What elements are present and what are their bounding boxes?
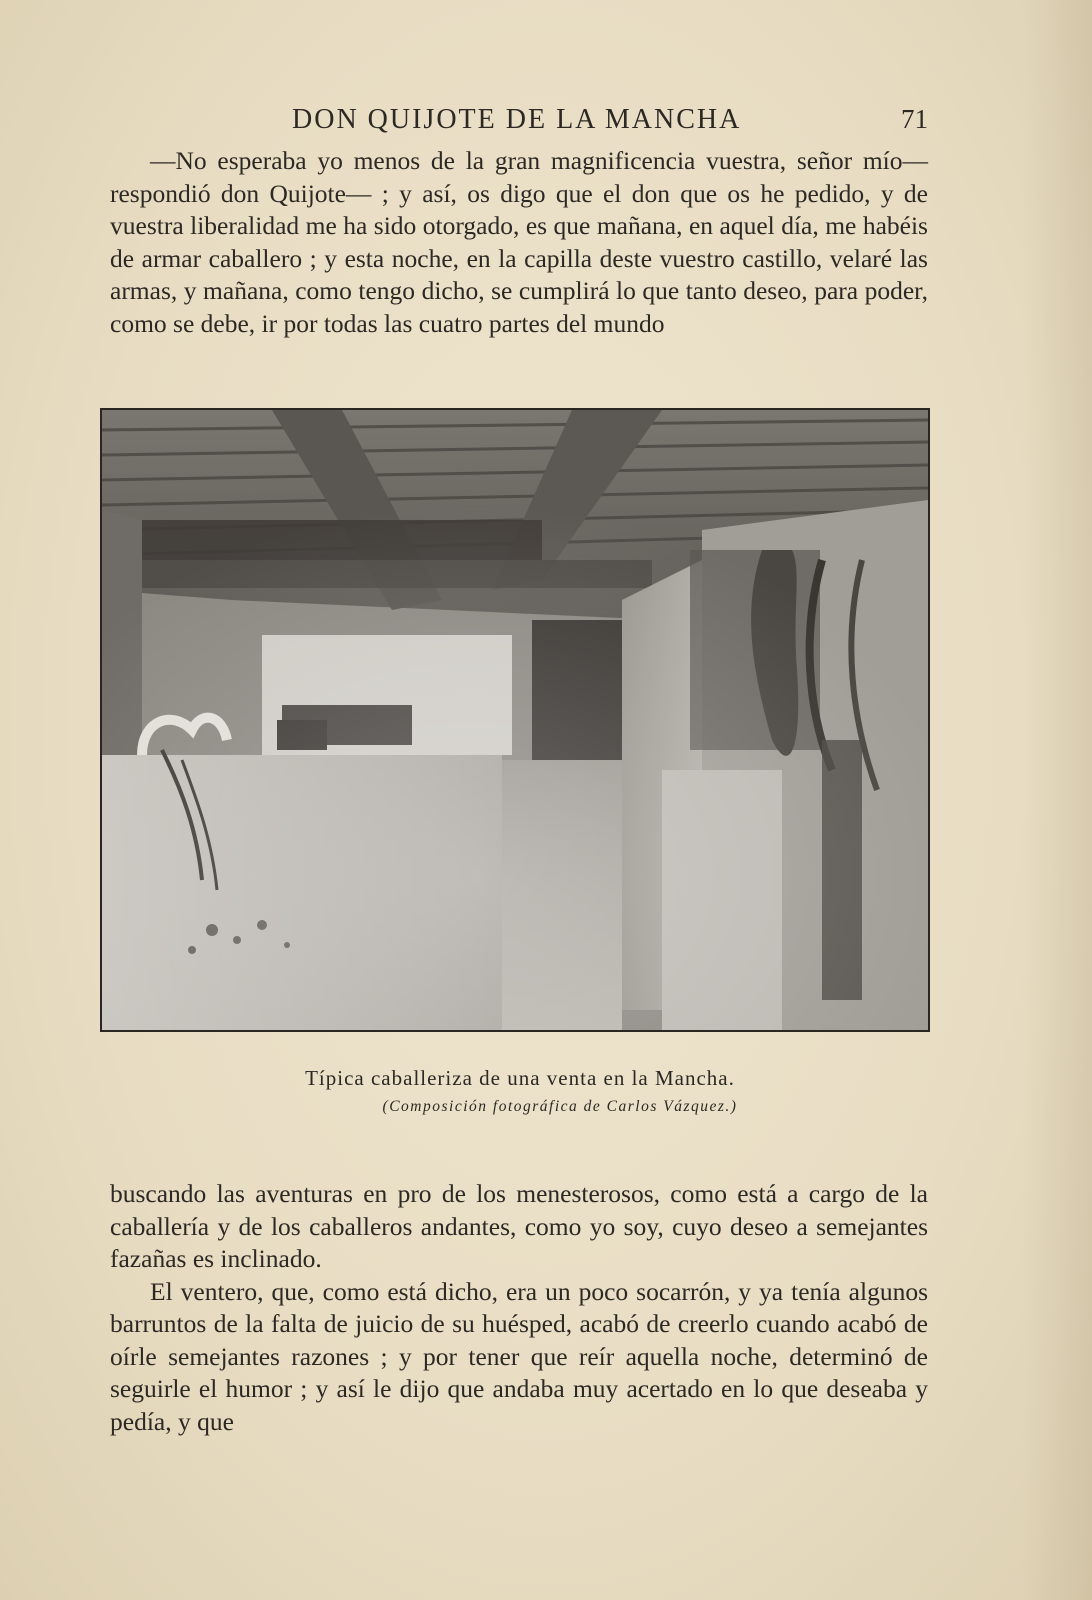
- paragraph-continuation: buscando las aventuras en pro de los menesterosos, como está a cargo de la caballería y de los caballeros andantes, como yo soy, cuyo deseo a semejantes fazañas es inclinado.: [110, 1179, 928, 1273]
- page-number: 71: [901, 104, 928, 134]
- text-top: [110, 145, 928, 340]
- text-bottom: [110, 1178, 928, 1438]
- paragraph-dialogue: —No esperaba yo menos de la gran magnificencia vuestra, señor mío—respondió don Quijote— ; y así, os digo que el don que os he pedido, y de vuestra liberalidad me ha sido otorgado, es que mañana, en aquel día, me habéis de armar caballero ; y esta noche, en la capilla deste vuestro castillo, velaré las armas, y mañana, como tengo dicho, se cumplirá lo que tanto deseo, para poder, como se debe, ir por todas las cuatro partes del mundo: [110, 146, 928, 338]
- stable-photograph-image: [102, 410, 928, 1030]
- page-edge-shadow: [1022, 0, 1092, 1600]
- running-head: [112, 104, 928, 140]
- figure-credit: (Composición fotográfica de Carlos Vázquez.): [382, 1098, 738, 1115]
- figure-caption: Típica caballeriza de una venta en la Mancha.: [305, 1066, 735, 1090]
- stable-photograph: [100, 408, 930, 1032]
- running-head-title: DON QUIJOTE DE LA MANCHA: [292, 104, 742, 135]
- paragraph-ventero: El ventero, que, como está dicho, era un poco socarrón, y ya tenía algunos barruntos de la falta de juicio de su huésped, acabó de creerlo cuando acabó de oírle semejantes razones ; y por tener que reír aquella noche, determinó de seguirle el humor ; y así le dijo que andaba muy acertado en lo que deseaba y pedía, y que: [110, 1276, 928, 1436]
